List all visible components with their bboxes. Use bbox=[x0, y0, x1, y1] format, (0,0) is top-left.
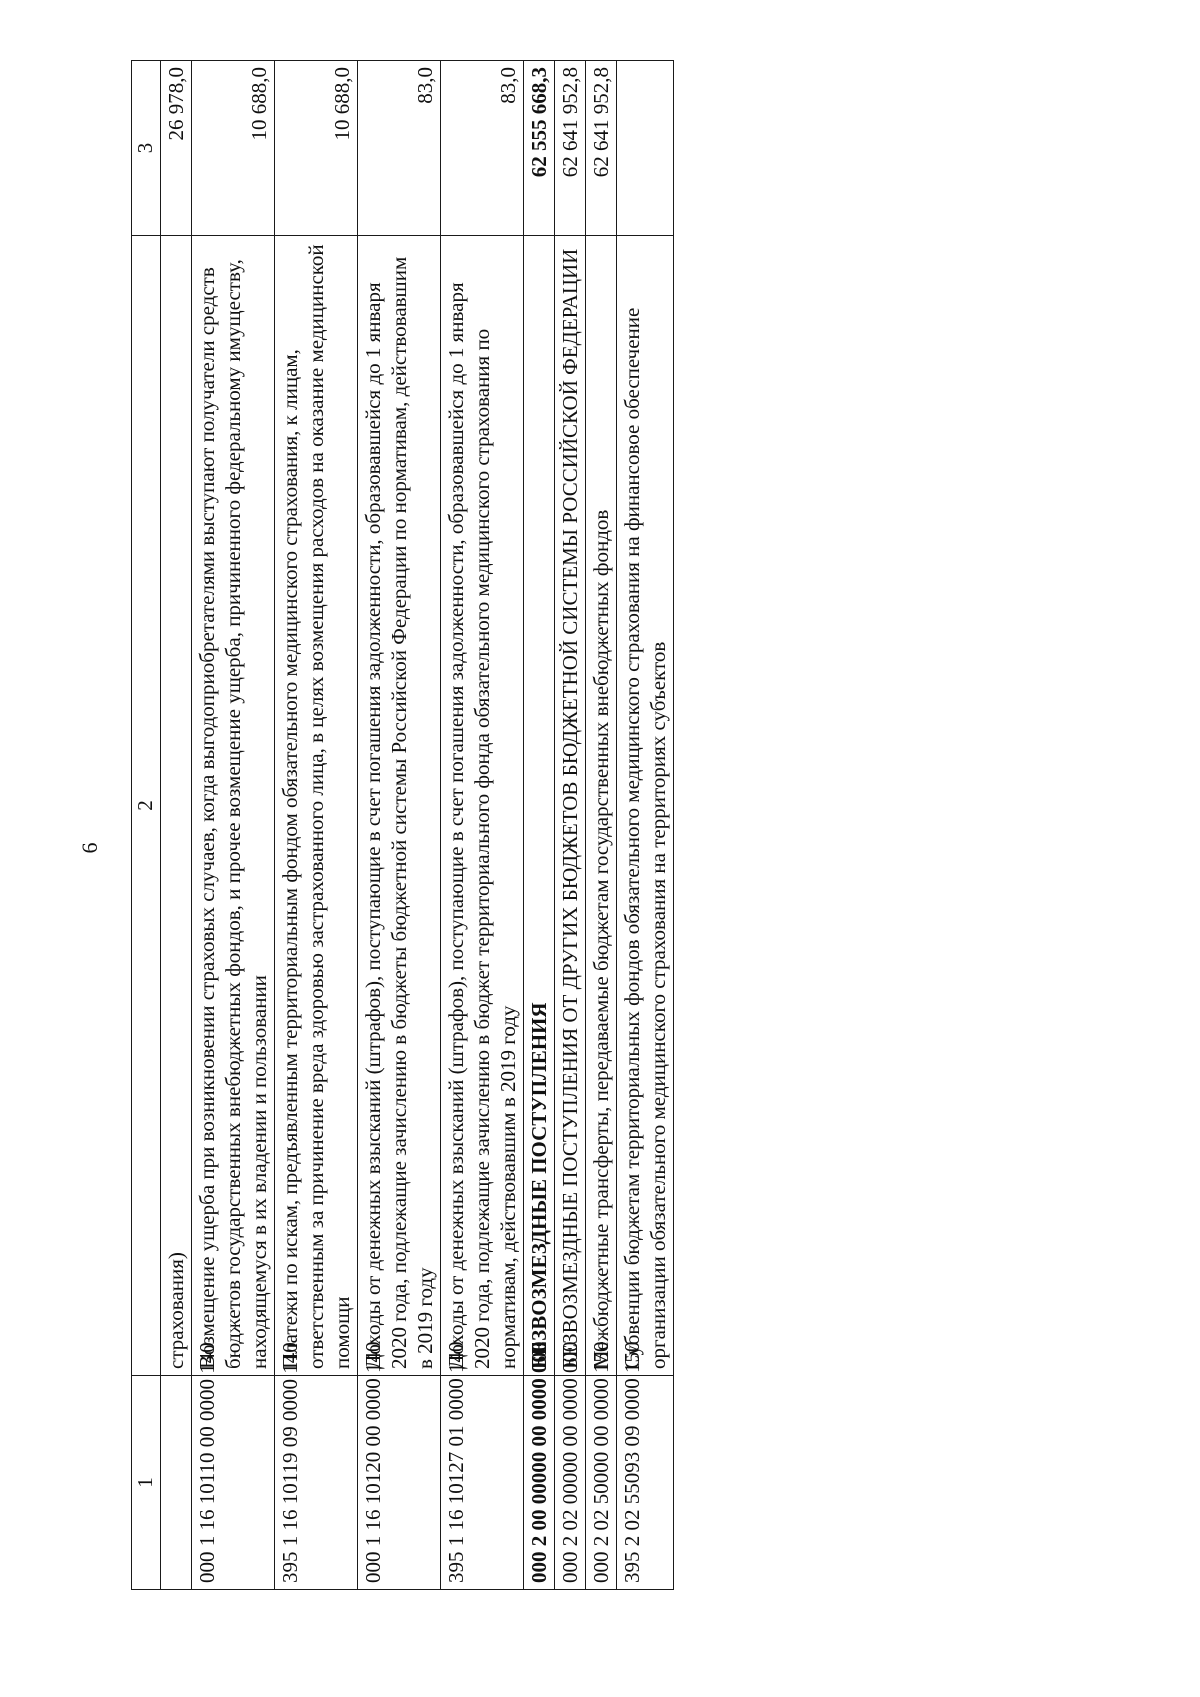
row-amount: 83,0 bbox=[441, 61, 524, 236]
row-amount: 10 688,0 bbox=[192, 61, 275, 236]
row-name: Субвенции бюджетам территориальных фондов обязательного медицинского страхования на финансовое обеспечение организации обязательного медицинского страхования на территориях субъектов bbox=[617, 236, 674, 1376]
page-number: 6 bbox=[77, 842, 102, 854]
budget-table-rotated bbox=[131, 60, 1076, 1590]
header-col-2: 2 bbox=[132, 236, 161, 1376]
header-col-3: 3 bbox=[132, 61, 161, 236]
table-row bbox=[192, 61, 275, 1590]
table-row bbox=[555, 61, 586, 1590]
row-amount: 62 641 952,8 bbox=[555, 61, 586, 236]
row-code: 000 2 02 50000 00 0000 150 bbox=[586, 1376, 617, 1590]
table-row bbox=[358, 61, 441, 1590]
row-name: БЕЗВОЗМЕЗДНЫЕ ПОСТУПЛЕНИЯ bbox=[524, 236, 555, 1376]
row-name: Платежи по искам, предъявленным территориальным фондом обязательного медицинского страхования, к лицам, ответственным за причинение вреда здоровью застрахованного лица, в целях возмещения расходов на оказание медицинской помощи bbox=[275, 236, 358, 1376]
row-code: 000 2 02 00000 00 0000 000 bbox=[555, 1376, 586, 1590]
row-amount: 62 555 668,3 bbox=[524, 61, 555, 236]
row-name: Межбюджетные трансферты, передаваемые бюджетам государственных внебюджетных фондов bbox=[586, 236, 617, 1376]
header-col-1: 1 bbox=[132, 1376, 161, 1590]
row-name: страхования) bbox=[161, 236, 192, 1376]
table-row bbox=[441, 61, 524, 1590]
table-header-row bbox=[132, 61, 161, 1590]
table-row bbox=[586, 61, 617, 1590]
row-amount: 10 688,0 bbox=[275, 61, 358, 236]
row-code: 395 1 16 10119 09 0000 140 bbox=[275, 1376, 358, 1590]
table-row bbox=[617, 61, 674, 1590]
row-code: 000 1 16 10120 00 0000 140 bbox=[358, 1376, 441, 1590]
row-name: БЕЗВОЗМЕЗДНЫЕ ПОСТУПЛЕНИЯ ОТ ДРУГИХ БЮДЖЕТОВ БЮДЖЕТНОЙ СИСТЕМЫ РОССИЙСКОЙ ФЕДЕРАЦИИ bbox=[555, 236, 586, 1376]
budget-table bbox=[131, 60, 674, 1590]
row-code: 000 2 00 00000 00 0000 000 bbox=[524, 1376, 555, 1590]
table-row-total bbox=[524, 61, 555, 1590]
row-code: 395 2 02 55093 09 0000 150 bbox=[617, 1376, 674, 1590]
row-code bbox=[161, 1376, 192, 1590]
row-code: 395 1 16 10127 01 0000 140 bbox=[441, 1376, 524, 1590]
row-amount: 83,0 bbox=[358, 61, 441, 236]
row-amount bbox=[617, 61, 674, 236]
row-amount: 26 978,0 bbox=[161, 61, 192, 236]
row-name: Возмещение ущерба при возникновении страховых случаев, когда выгодоприобретателями выступают получатели средств бюджетов государственных внебюджетных фондов, и прочее возмещение ущерба, причиненного федеральному имуществу, находящемуся в их владении и пользовании bbox=[192, 236, 275, 1376]
table-row bbox=[161, 61, 192, 1590]
row-name: Доходы от денежных взысканий (штрафов), поступающие в счет погашения задолженности, образовавшейся до 1 января 2020 года, подлежащие зачислению в бюджет территориального фонда обязательного медицинского страхования по нормативам, действовавшим в 2019 году bbox=[441, 236, 524, 1376]
row-code: 000 1 16 10110 00 0000 140 bbox=[192, 1376, 275, 1590]
row-amount: 62 641 952,8 bbox=[586, 61, 617, 236]
row-name: Доходы от денежных взысканий (штрафов), поступающие в счет погашения задолженности, образовавшейся до 1 января 2020 года, подлежащие зачислению в бюджеты бюджетной системы Российской Федерации по нормативам, действовавшим в 2019 году bbox=[358, 236, 441, 1376]
table-row bbox=[275, 61, 358, 1590]
